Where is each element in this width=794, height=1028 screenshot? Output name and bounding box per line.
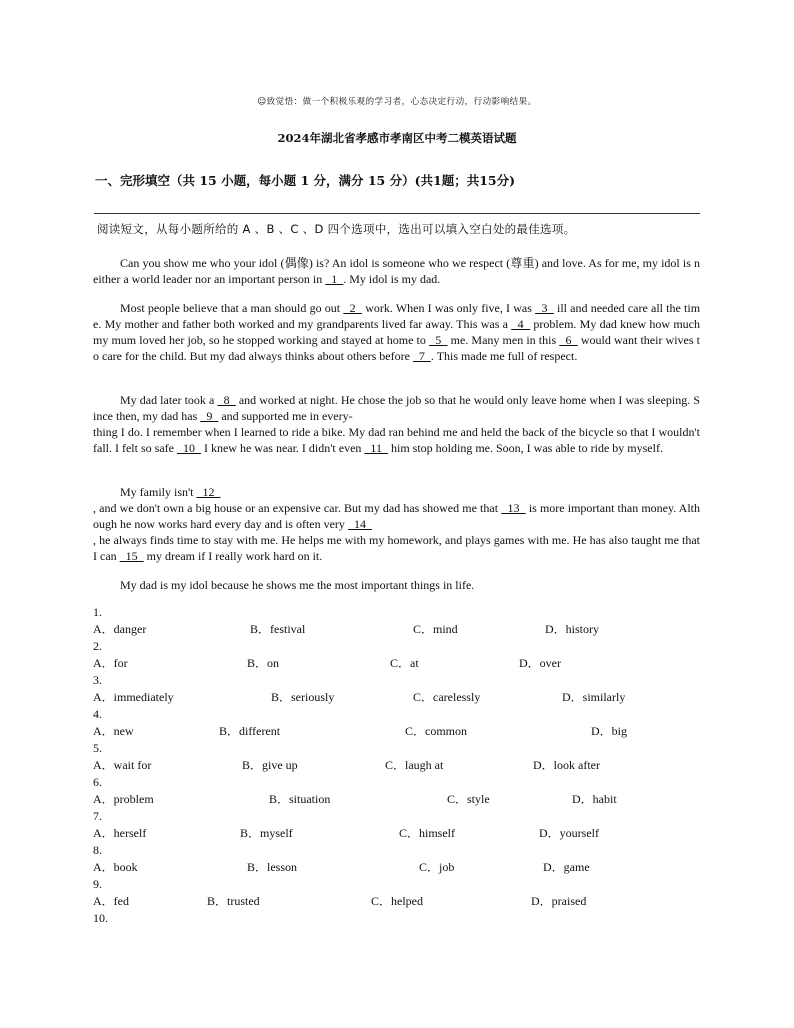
passage-text: . This made me full of respect.	[430, 349, 578, 363]
option-b[interactable]: B．lesson	[247, 860, 298, 874]
passage-text: problem. My dad knew how much my mum loved her job, so he stopped working and stayed at home to	[93, 317, 700, 347]
option-a[interactable]: A．danger	[93, 622, 147, 636]
passage-text: me. Many men in this	[447, 333, 560, 347]
option-d[interactable]: D．habit	[572, 792, 617, 806]
option-a[interactable]: A．fed	[93, 894, 129, 908]
option-row	[93, 893, 713, 910]
question-2	[93, 638, 713, 672]
passage-text: thing I do. I remember when I learned to ride a bike. My dad ran behind me and held the back of the bicycle so that I wouldn't fall. I felt so safe	[93, 425, 700, 455]
option-b[interactable]: B．give up	[242, 758, 298, 772]
passage-paragraph-1	[93, 255, 700, 287]
option-a[interactable]: A．for	[93, 656, 128, 670]
option-b[interactable]: B．different	[219, 724, 281, 738]
option-b[interactable]: B．trusted	[207, 894, 260, 908]
passage-text: work. When I was only five, I was	[362, 301, 536, 315]
question-number: 7.	[93, 809, 102, 823]
passage-text: and worked at night. He chose the job so that he would only leave home when I was sleeping. Since then, my dad has	[93, 393, 701, 423]
option-row	[93, 621, 713, 638]
question-10	[93, 910, 713, 927]
option-row	[93, 791, 713, 808]
passage-text: My dad is my idol because he shows me the most important things in life.	[120, 578, 475, 592]
option-c[interactable]: C．style	[447, 792, 490, 806]
option-d[interactable]: D．yourself	[539, 826, 599, 840]
question-number: 6.	[93, 775, 102, 789]
passage-text: Most people believe that a man should go out	[120, 301, 344, 315]
question-8	[93, 842, 713, 876]
question-number: 10.	[93, 911, 108, 925]
option-a[interactable]: A．herself	[93, 826, 147, 840]
option-row	[93, 689, 713, 706]
option-b[interactable]: B．myself	[240, 826, 293, 840]
question-4	[93, 706, 713, 740]
passage-text: , and we don't own a big house or an expensive car. But my dad has showed me that	[93, 501, 502, 515]
option-c[interactable]: C．laugh at	[385, 758, 444, 772]
option-b[interactable]: B．festival	[250, 622, 306, 636]
divider	[94, 213, 700, 214]
passage-text: and supported me in every-	[218, 409, 353, 423]
exam-title: 2024年湖北省孝感市孝南区中考二模英语试题	[277, 131, 517, 145]
blank-11: 11	[364, 441, 388, 455]
option-a[interactable]: A．book	[93, 860, 138, 874]
blank-1: 1	[325, 272, 344, 286]
instruction-text: 阅读短文，从每小题所给的 A 、B 、C 、D 四个选项中，选出可以填入空白处的最佳选项。	[97, 222, 576, 236]
blank-8: 8	[217, 393, 236, 407]
option-a[interactable]: A．immediately	[93, 690, 174, 704]
blank-2: 2	[343, 301, 363, 315]
question-number: 1.	[93, 605, 102, 619]
passage-text: would want their wives to care for the child. But my dad always thinks about others before	[93, 333, 701, 363]
option-d[interactable]: D．over	[519, 656, 561, 670]
option-c[interactable]: C．common	[405, 724, 467, 738]
question-number: 5.	[93, 741, 102, 755]
passage-text: Can you show me who your idol (偶像) is? An idol is someone who we respect (尊重) and love. As for me, my idol is neither a world leader nor an important person in	[93, 256, 700, 286]
passage-paragraph-2	[93, 300, 700, 364]
option-row	[93, 757, 713, 774]
option-d[interactable]: D．look after	[533, 758, 600, 772]
option-a[interactable]: A．problem	[93, 792, 154, 806]
passage-text: is more important than money. Although he now works hard every day and is often very	[93, 501, 701, 531]
option-c[interactable]: C．at	[390, 656, 419, 670]
option-a[interactable]: A．wait for	[93, 758, 152, 772]
option-row	[93, 655, 713, 672]
question-6	[93, 774, 713, 808]
question-number: 8.	[93, 843, 102, 857]
blank-3: 3	[535, 301, 554, 315]
option-d[interactable]: D．praised	[531, 894, 587, 908]
option-c[interactable]: C．mind	[413, 622, 458, 636]
question-7	[93, 808, 713, 842]
passage-paragraph-5	[93, 577, 700, 593]
question-9	[93, 876, 713, 910]
passage-text: my dream if I really work hard on it.	[143, 549, 323, 563]
option-d[interactable]: D．big	[591, 724, 628, 738]
passage-paragraph-4	[93, 484, 700, 564]
question-number: 9.	[93, 877, 102, 891]
question-number: 4.	[93, 707, 102, 721]
option-c[interactable]: C．helped	[371, 894, 423, 908]
option-b[interactable]: B．on	[247, 656, 280, 670]
option-c[interactable]: C．job	[419, 860, 455, 874]
question-3	[93, 672, 713, 706]
option-a[interactable]: A．new	[93, 724, 134, 738]
option-row	[93, 859, 713, 876]
question-number: 3.	[93, 673, 102, 687]
passage-text: , he always finds time to stay with me. He helps me with my homework, and plays games with me. He has also taught me that I can	[93, 533, 700, 563]
question-1	[93, 604, 713, 638]
option-d[interactable]: D．similarly	[562, 690, 626, 704]
blank-13: 13	[501, 501, 526, 515]
blank-4: 4	[511, 317, 531, 331]
option-c[interactable]: C．himself	[399, 826, 455, 840]
blank-10: 10	[176, 441, 201, 455]
passage-text: ill and needed care all the time. My mother and father both worked and my grandparents lived far away. This was a	[93, 301, 701, 331]
option-row	[93, 825, 713, 842]
passage-text: My dad later took a	[120, 393, 218, 407]
passage-text: I knew he was near. I didn't even	[200, 441, 365, 455]
passage-text: My family isn't	[120, 485, 197, 499]
blank-14: 14	[347, 517, 372, 531]
blank-6: 6	[559, 333, 578, 347]
option-d[interactable]: D．history	[545, 622, 600, 636]
section-heading: 一、完形填空（共 15 小题，每小题 1 分，满分 15 分）(共1题；共15分)	[95, 173, 516, 188]
question-5	[93, 740, 713, 774]
blank-12: 12	[196, 485, 221, 499]
blank-7: 7	[412, 349, 431, 363]
question-number: 2.	[93, 639, 102, 653]
option-b[interactable]: B．seriously	[271, 690, 335, 704]
passage-text: . My idol is my dad.	[343, 272, 441, 286]
passage-paragraph-3	[93, 392, 700, 456]
option-c[interactable]: C．carelessly	[413, 690, 481, 704]
blank-9: 9	[200, 409, 219, 423]
option-b[interactable]: B．situation	[269, 792, 331, 806]
option-row	[93, 723, 713, 740]
passage-text: him stop holding me. Soon, I was able to ride by myself.	[387, 441, 663, 455]
motto-line: ☺致觉悟：做一个积极乐观的学习者，心态决定行动，行动影响结果。	[257, 97, 537, 107]
option-d[interactable]: D．game	[543, 860, 590, 874]
blank-15: 15	[119, 549, 144, 563]
blank-5: 5	[429, 333, 448, 347]
